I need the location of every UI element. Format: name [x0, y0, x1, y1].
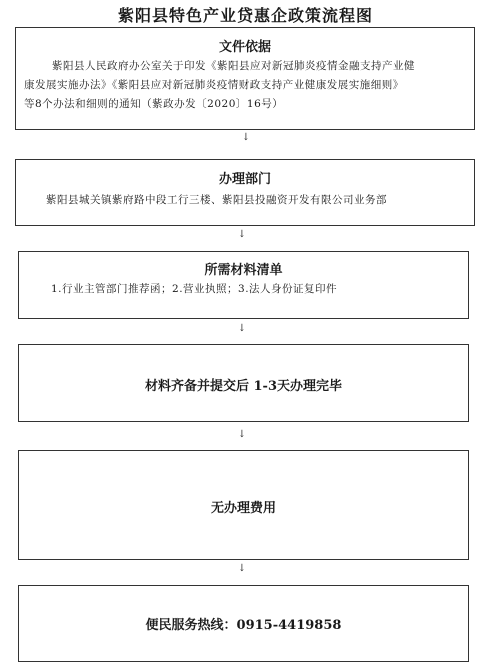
step-heading: 办理部门	[218, 172, 271, 187]
flow-arrow: ↓	[237, 323, 247, 334]
step-body	[16, 55, 474, 114]
flow-arrow: ↓	[237, 229, 247, 240]
flow-arrow: ↓	[237, 563, 247, 574]
flow-arrow: ↓	[241, 132, 251, 143]
step-text: 材料齐备并提交后 1-3天办理完毕	[144, 379, 342, 394]
step-text: 便民服务热线：0915-4419858	[145, 618, 342, 633]
step-text: 无办理费用	[210, 501, 276, 516]
body-line: 康发展实施办法》《紫阳县应对新冠肺炎疫情财政支持产业健康发展实施细则》	[24, 79, 404, 91]
step-required-materials	[18, 251, 469, 319]
body-line: 紫阳县人民政府办公室关于印发《紫阳县应对新冠肺炎疫情金融支持产业健	[52, 60, 415, 72]
step-document-basis	[15, 27, 475, 130]
step-handling-department	[15, 159, 475, 226]
step-body: 紫阳县城关镇紫府路中段工行三楼、紫阳县投融资开发有限公司业务部	[46, 194, 387, 206]
page-title: 紫阳县特色产业贷惠企政策流程图	[117, 6, 373, 25]
step-heading: 所需材料清单	[204, 263, 283, 278]
step-body: 1.行业主管部门推荐函；2.营业执照；3.法人身份证复印件	[51, 283, 338, 295]
step-service-hotline	[18, 585, 469, 662]
step-processing-time	[18, 344, 469, 422]
body-line: 等8个办法和细则的通知（紫政办发〔2020〕16号）	[24, 98, 284, 110]
step-heading: 文件依据	[218, 40, 271, 55]
flow-arrow: ↓	[237, 429, 247, 440]
step-no-fee	[18, 450, 469, 560]
